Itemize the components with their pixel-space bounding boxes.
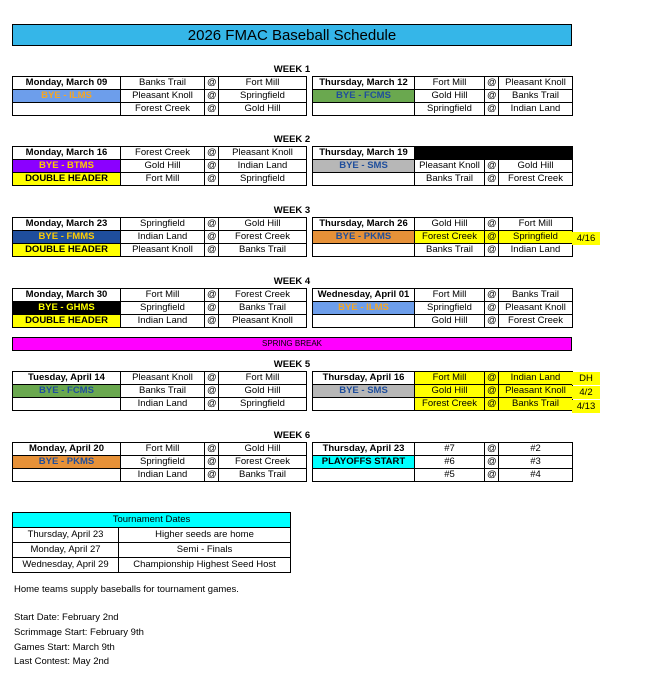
game-date: Thursday, April 23 (313, 443, 415, 456)
seed-home: #5 (415, 469, 485, 482)
week-1-label: WEEK 1 (273, 64, 311, 75)
game-date: Wednesday, April 01 (313, 289, 415, 302)
home-team: Gold Hill (415, 385, 485, 398)
away-team: Indian Land (499, 372, 573, 385)
away-team: Banks Trail (219, 469, 307, 482)
week-2-label: WEEK 2 (273, 134, 311, 145)
at-sign: @ (205, 173, 219, 186)
home-team: Gold Hill (415, 315, 485, 328)
tournament-event: Championship Highest Seed Host (119, 558, 291, 573)
tournament-date: Wednesday, April 29 (13, 558, 119, 573)
tournament-date: Monday, April 27 (13, 543, 119, 558)
blank-cell (313, 103, 415, 116)
bye-team: BYE - SMS (313, 385, 415, 398)
at-sign: @ (205, 244, 219, 257)
away-team: Pleasant Knoll (219, 315, 307, 328)
home-team: Springfield (415, 103, 485, 116)
at-sign: @ (205, 385, 219, 398)
at-sign: @ (485, 218, 499, 231)
games-start-note: Games Start: March 9th (14, 642, 115, 653)
game-date: Thursday, March 26 (313, 218, 415, 231)
at-sign: @ (485, 244, 499, 257)
away-team: Springfield (219, 90, 307, 103)
home-team: Forest Creek (415, 231, 485, 244)
away-team: Banks Trail (499, 398, 573, 411)
home-team: Forest Creek (121, 103, 205, 116)
home-team: Banks Trail (415, 173, 485, 186)
game-date: Monday, March 16 (13, 147, 121, 160)
tournament-event: Higher seeds are home (119, 528, 291, 543)
away-team: Gold Hill (219, 385, 307, 398)
seed-away: #3 (499, 456, 573, 469)
tournament-dates-table (12, 512, 291, 573)
week-4-wednesday-table (312, 288, 573, 328)
blank-cell (313, 398, 415, 411)
away-team: Indian Land (499, 103, 573, 116)
at-sign: @ (205, 443, 219, 456)
away-team: Pleasant Knoll (499, 77, 573, 90)
last-contest-note: Last Contest: May 2nd (14, 656, 110, 667)
at-sign: @ (205, 469, 219, 482)
home-team: Banks Trail (121, 77, 205, 90)
start-date-note: Start Date: February 2nd (14, 612, 119, 623)
tournament-date: Thursday, April 23 (13, 528, 119, 543)
home-team: Banks Trail (121, 385, 205, 398)
home-team: Gold Hill (121, 160, 205, 173)
blank-cell (13, 398, 121, 411)
home-team: Fort Mill (121, 289, 205, 302)
game-date: Monday, March 09 (13, 77, 121, 90)
at-sign: @ (205, 147, 219, 160)
home-team: Fort Mill (415, 77, 485, 90)
at-sign: @ (485, 77, 499, 90)
home-team: Banks Trail (415, 244, 485, 257)
seed-home: #7 (415, 443, 485, 456)
double-header-label: DOUBLE HEADER (13, 315, 121, 328)
blank-cell (313, 173, 415, 186)
baseballs-note: Home teams supply baseballs for tournament games. (14, 584, 239, 595)
away-team: Banks Trail (499, 289, 573, 302)
at-sign: @ (205, 90, 219, 103)
away-team: Forest Creek (499, 173, 573, 186)
at-sign: @ (205, 398, 219, 411)
home-team: Indian Land (121, 315, 205, 328)
seed-away: #4 (499, 469, 573, 482)
week-4-monday-table (12, 288, 307, 328)
at-sign: @ (485, 456, 499, 469)
home-team: Fort Mill (121, 443, 205, 456)
week-5-label: WEEK 5 (273, 359, 311, 370)
playoffs-start-label: PLAYOFFS START (313, 456, 415, 469)
at-sign: @ (485, 372, 499, 385)
bye-team: BYE - GHMS (13, 302, 121, 315)
at-sign: @ (485, 289, 499, 302)
away-team: Gold Hill (219, 103, 307, 116)
at-sign: @ (205, 103, 219, 116)
game-date: Thursday, March 19 (313, 147, 415, 160)
home-team: Springfield (415, 302, 485, 315)
at-sign: @ (485, 231, 499, 244)
week-5-tuesday-table (12, 371, 307, 411)
game-date: Monday, March 30 (13, 289, 121, 302)
tournament-header: Tournament Dates (13, 513, 291, 528)
blacked-out-cell (499, 147, 573, 160)
week-3-monday-table (12, 217, 307, 257)
bye-team: BYE - FMMS (13, 231, 121, 244)
at-sign: @ (205, 289, 219, 302)
at-sign: @ (205, 160, 219, 173)
home-team: Springfield (121, 218, 205, 231)
game-date: Tuesday, April 14 (13, 372, 121, 385)
away-team: Banks Trail (499, 90, 573, 103)
at-sign: @ (485, 315, 499, 328)
week-2-monday-table (12, 146, 307, 186)
week-3-label: WEEK 3 (273, 205, 311, 216)
week-6-label: WEEK 6 (273, 430, 311, 441)
at-sign: @ (485, 385, 499, 398)
at-sign: @ (205, 218, 219, 231)
away-team: Springfield (219, 173, 307, 186)
home-team: Pleasant Knoll (121, 244, 205, 257)
scrimmage-note: Scrimmage Start: February 9th (14, 627, 144, 638)
away-team: Forest Creek (499, 315, 573, 328)
home-team: Indian Land (121, 231, 205, 244)
reschedule-note: 4/13 (572, 400, 600, 413)
away-team: Gold Hill (219, 218, 307, 231)
home-team: Fort Mill (415, 289, 485, 302)
blacked-out-cell (485, 147, 499, 160)
away-team: Forest Creek (219, 231, 307, 244)
at-sign: @ (485, 90, 499, 103)
at-sign: @ (205, 315, 219, 328)
at-sign: @ (485, 160, 499, 173)
at-sign: @ (485, 103, 499, 116)
away-team: Forest Creek (219, 456, 307, 469)
away-team: Pleasant Knoll (219, 147, 307, 160)
away-team: Banks Trail (219, 244, 307, 257)
home-team: Fort Mill (415, 372, 485, 385)
at-sign: @ (485, 173, 499, 186)
away-team: Pleasant Knoll (499, 302, 573, 315)
bye-team: BYE - FCMS (13, 385, 121, 398)
double-header-label: DOUBLE HEADER (13, 244, 121, 257)
home-team: Forest Creek (415, 398, 485, 411)
week-6-thursday-table (312, 442, 573, 482)
at-sign: @ (205, 302, 219, 315)
away-team: Fort Mill (219, 77, 307, 90)
bye-team: BYE - PKMS (13, 456, 121, 469)
away-team: Pleasant Knoll (499, 385, 573, 398)
away-team: Springfield (219, 398, 307, 411)
away-team: Forest Creek (219, 289, 307, 302)
bye-team: BYE - FCMS (313, 90, 415, 103)
bye-team: BYE - ILMS (313, 302, 415, 315)
away-team: Gold Hill (219, 443, 307, 456)
at-sign: @ (485, 302, 499, 315)
at-sign: @ (205, 372, 219, 385)
home-team: Pleasant Knoll (121, 90, 205, 103)
at-sign: @ (485, 398, 499, 411)
week-5-thursday-table (312, 371, 573, 411)
week-4-label: WEEK 4 (273, 276, 311, 287)
game-date: Monday, April 20 (13, 443, 121, 456)
bye-team: BYE - SMS (313, 160, 415, 173)
bye-team: BYE - PKMS (313, 231, 415, 244)
home-team: Springfield (121, 456, 205, 469)
at-sign: @ (205, 77, 219, 90)
week-1-monday-table (12, 76, 307, 116)
bye-team: BYE - ILMS (13, 90, 121, 103)
game-date: Thursday, April 16 (313, 372, 415, 385)
seed-home: #6 (415, 456, 485, 469)
away-team: Springfield (499, 231, 573, 244)
away-team: Fort Mill (219, 372, 307, 385)
away-team: Fort Mill (499, 218, 573, 231)
week-1-thursday-table (312, 76, 573, 116)
bye-team: BYE - BTMS (13, 160, 121, 173)
game-date: Thursday, March 12 (313, 77, 415, 90)
home-team: Springfield (121, 302, 205, 315)
home-team: Gold Hill (415, 218, 485, 231)
at-sign: @ (485, 443, 499, 456)
blank-cell (313, 469, 415, 482)
tournament-event: Semi - Finals (119, 543, 291, 558)
week-6-monday-table (12, 442, 307, 482)
week-3-thursday-table (312, 217, 573, 257)
home-team: Pleasant Knoll (415, 160, 485, 173)
away-team: Banks Trail (219, 302, 307, 315)
spring-break-banner: SPRING BREAK (12, 337, 572, 351)
blank-cell (13, 469, 121, 482)
seed-away: #2 (499, 443, 573, 456)
home-team: Fort Mill (121, 173, 205, 186)
at-sign: @ (205, 231, 219, 244)
home-team: Gold Hill (415, 90, 485, 103)
blank-cell (313, 244, 415, 257)
blank-cell (313, 315, 415, 328)
game-date: Monday, March 23 (13, 218, 121, 231)
reschedule-note: 4/16 (572, 232, 600, 245)
week-2-thursday-table (312, 146, 573, 186)
double-header-label: DOUBLE HEADER (13, 173, 121, 186)
away-team: Gold Hill (499, 160, 573, 173)
reschedule-note: DH (572, 372, 600, 385)
away-team: Indian Land (219, 160, 307, 173)
home-team: Indian Land (121, 469, 205, 482)
home-team: Pleasant Knoll (121, 372, 205, 385)
blacked-out-cell (415, 147, 485, 160)
blank-cell (13, 103, 121, 116)
home-team: Forest Creek (121, 147, 205, 160)
reschedule-note: 4/2 (572, 386, 600, 399)
home-team: Indian Land (121, 398, 205, 411)
page-title: 2026 FMAC Baseball Schedule (12, 24, 572, 46)
at-sign: @ (485, 469, 499, 482)
away-team: Indian Land (499, 244, 573, 257)
at-sign: @ (205, 456, 219, 469)
